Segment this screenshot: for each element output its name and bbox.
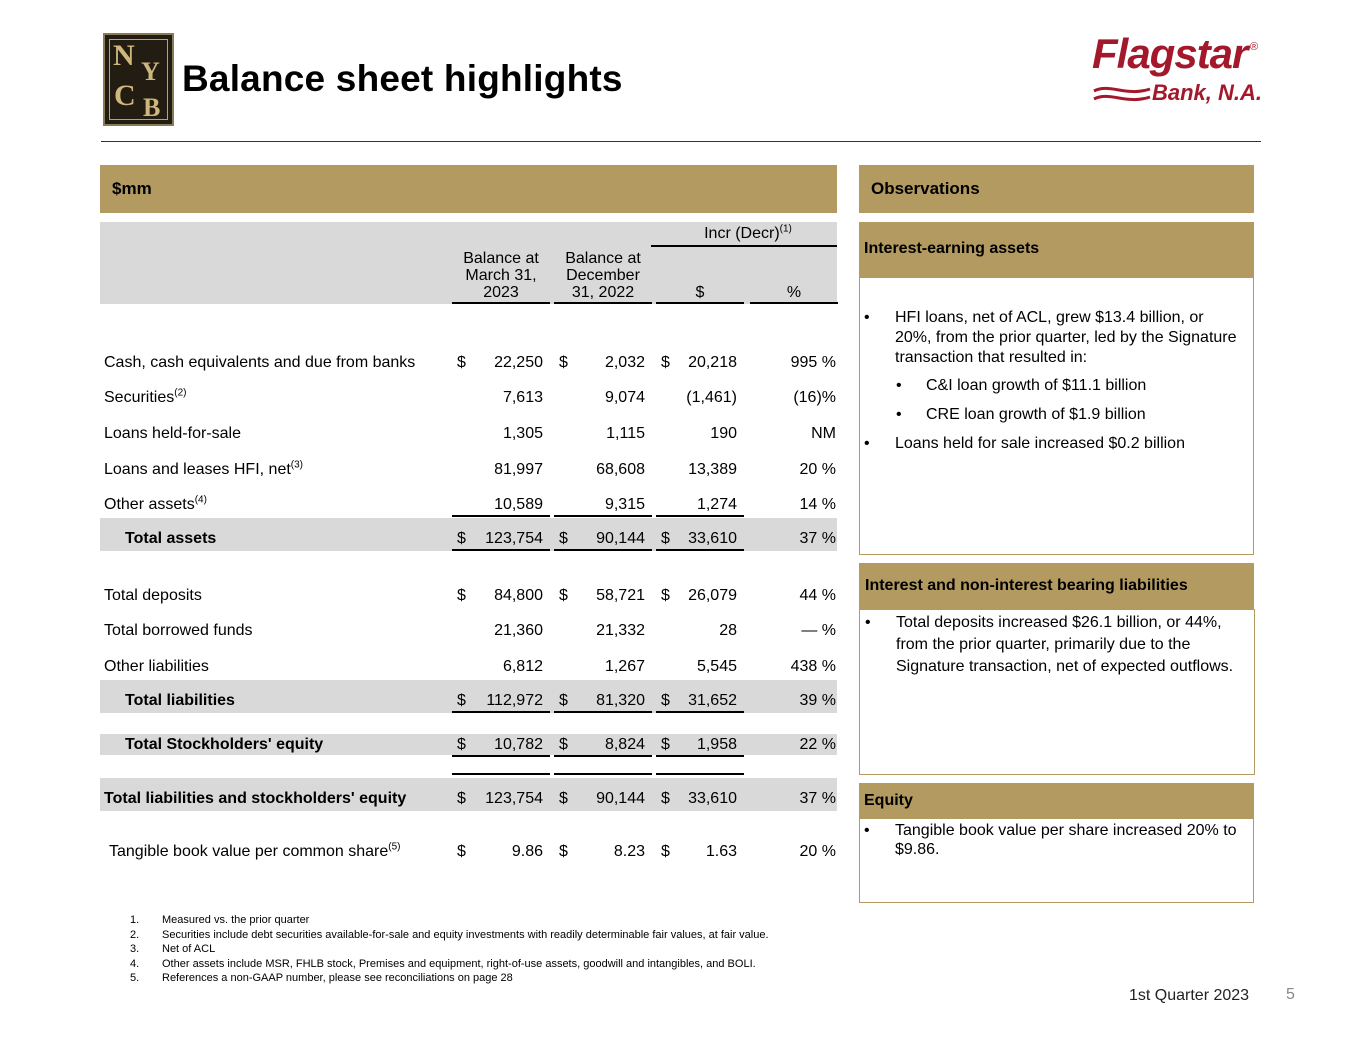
obs-equity-bullet-1: [864, 821, 1248, 859]
cell-value-col1: 22,250: [494, 354, 543, 371]
cell-underline: [656, 549, 744, 551]
obs-assets-subbullet-2-text: CRE loan growth of $1.9 billion: [926, 406, 1146, 423]
cell-percent: NM: [811, 425, 836, 442]
cell-value-col3: (1,461): [686, 389, 737, 406]
row-label-text: Total liabilities: [125, 692, 235, 709]
cell-value-col2: 2,032: [604, 354, 645, 371]
cell-value-col2: 1,267: [604, 658, 645, 675]
cell-underline: [656, 515, 744, 517]
cell-value-col2: 58,721: [596, 587, 645, 604]
footer-quarter: 1st Quarter 2023: [1129, 987, 1250, 1004]
cell-value-col1: 9.86: [511, 843, 543, 860]
cell-value-col1: 123,754: [485, 530, 543, 547]
cell-value-col1: 7,613: [502, 389, 543, 406]
cell-value-col3: 26,079: [688, 587, 737, 604]
cell-value-col3: 1,274: [696, 496, 737, 513]
cell-dollar-sign: $: [559, 530, 568, 547]
row-label-text: Total liabilities and stockholders' equity: [104, 790, 407, 807]
col2-line2: December: [566, 267, 640, 284]
cell-dollar-sign: $: [457, 736, 466, 753]
obs-section-assets-header: [859, 222, 1254, 277]
row-label: [125, 529, 216, 549]
cell-dollar-sign: $: [457, 587, 466, 604]
cell-percent: 37 %: [799, 790, 836, 807]
col2-underline: [554, 302, 652, 304]
cell-dollar-sign: $: [559, 790, 568, 807]
footnote-1-text: Measured vs. the prior quarter: [162, 914, 310, 926]
cell-percent: 14 %: [799, 496, 836, 513]
cell-percent: 39 %: [799, 692, 836, 709]
cell-value-col1: 6,812: [502, 658, 543, 675]
cell-value-col1: 112,972: [486, 692, 543, 709]
cell-percent: 20 %: [799, 461, 836, 478]
cell-underline: [554, 755, 652, 757]
cell-value-col3: 33,610: [688, 790, 737, 807]
row-label: [104, 657, 209, 677]
cell-value-col3: 20,218: [688, 354, 737, 371]
nycb-letter-b: B: [143, 93, 161, 122]
cell-value-col1: 10,782: [494, 736, 543, 753]
cell-dollar-sign: $: [559, 692, 568, 709]
cell-dollar-sign: $: [661, 736, 670, 753]
row-label: [104, 495, 207, 515]
obs-assets-subbullet-1-text: C&I loan growth of $11.1 billion: [926, 377, 1147, 394]
row-label: [104, 586, 202, 606]
flagstar-swoosh-icon: [1092, 83, 1152, 105]
footnote-3-text: Net of ACL: [162, 943, 216, 955]
cell-underline: [554, 549, 652, 551]
row-label: [125, 691, 235, 711]
cell-percent: (16)%: [793, 389, 836, 406]
footnote-3: [130, 942, 850, 957]
cell-value-col3: 190: [710, 425, 737, 442]
cell-dollar-sign: $: [457, 530, 466, 547]
row-label: [104, 424, 241, 444]
cell-underline: [452, 711, 550, 713]
row-label: [104, 353, 415, 373]
cell-overline: [656, 773, 744, 775]
row-label-text: Total Stockholders' equity: [125, 736, 324, 753]
cell-percent: 438 %: [790, 658, 836, 675]
cell-dollar-sign: $: [457, 790, 466, 807]
col2-line1: Balance at: [565, 250, 641, 267]
cell-value-col2: 90,144: [596, 790, 645, 807]
cell-value-col2: 1,115: [606, 425, 645, 442]
footnote-2: [130, 928, 850, 943]
row-label: [104, 789, 406, 809]
cell-value-col2: 8,824: [604, 736, 645, 753]
nycb-letter-y: Y: [141, 57, 160, 86]
cell-underline: [554, 711, 652, 713]
cell-dollar-sign: $: [559, 587, 568, 604]
cell-dollar-sign: $: [661, 530, 670, 547]
cell-dollar-sign: $: [559, 354, 568, 371]
obs-section-equity-heading: Equity: [864, 792, 913, 809]
row-label: [109, 842, 401, 862]
cell-dollar-sign: $: [661, 354, 670, 371]
table-unit-bar: [100, 165, 837, 213]
cell-dollar-sign: $: [661, 790, 670, 807]
footnote-4-text: Other assets include MSR, FHLB stock, Premises and equipment, right-of-use assets, goodwill and intangibles, and BOLI.: [162, 957, 756, 970]
observations-title: Observations: [871, 179, 980, 198]
nycb-logo: [103, 33, 174, 126]
header-divider: [101, 141, 1261, 142]
cell-underline: [554, 515, 652, 517]
bullet-icon: •: [864, 435, 870, 452]
bullet-icon: •: [864, 822, 870, 839]
cell-value-col2: 81,320: [596, 692, 645, 709]
cell-value-col3: 5,545: [696, 658, 737, 675]
cell-value-col1: 21,360: [494, 622, 543, 639]
cell-value-col2: 90,144: [596, 530, 645, 547]
row-label-text: Loans held-for-sale: [104, 425, 241, 442]
cell-overline: [452, 773, 550, 775]
footnote-1-num: 1.: [130, 914, 140, 926]
cell-percent: 44 %: [799, 587, 836, 604]
cell-value-col2: 9,074: [604, 389, 645, 406]
bullet-icon: •: [896, 406, 902, 423]
cell-underline: [656, 711, 744, 713]
col-header-percent: %: [786, 284, 802, 301]
row-label-text: Securities: [104, 389, 175, 406]
cell-underline: [452, 755, 550, 757]
row-label-text: Other assets: [104, 496, 195, 513]
flagstar-logo-word: Flagstar: [1092, 30, 1248, 77]
footnote-2-num: 2.: [130, 928, 140, 941]
footnote-2-text: Securities include debt securities available-for-sale and equity investments with readily determinable fair values, at fair value.: [162, 928, 769, 941]
obs-section-liabilities-heading: Interest and non-interest bearing liabilities: [865, 577, 1188, 594]
obs-assets-bullet-1-text: HFI loans, net of ACL, grew $13.4 billion, or 20%, from the prior quarter, led by the Signature transaction that resulted in:: [895, 309, 1237, 366]
row-label-sup: (2): [174, 387, 187, 399]
col1-underline: [452, 302, 550, 304]
footnote-5-num: 5.: [130, 972, 140, 984]
incr-decr-underline: [651, 245, 837, 247]
cell-percent: 22 %: [799, 736, 836, 753]
footnote-5: [130, 971, 850, 986]
bullet-icon: •: [896, 377, 902, 394]
row-label: [104, 388, 186, 408]
row-label-text: Tangible book value per common share: [109, 843, 389, 860]
row-label-text: Total deposits: [104, 587, 202, 604]
cell-percent: — %: [801, 622, 836, 639]
cell-percent: 995 %: [790, 354, 836, 371]
cell-percent: 20 %: [799, 843, 836, 860]
footnote-4-num: 4.: [130, 957, 140, 970]
cell-dollar-sign: $: [457, 692, 466, 709]
incr-decr-header: [656, 224, 840, 244]
obs-assets-subbullet-1: [896, 376, 1236, 396]
cell-dollar-sign: $: [559, 736, 568, 753]
cell-value-col3: 33,610: [688, 530, 737, 547]
obs-liabilities-bullet-1-text: Total deposits increased $26.1 billion, or 44%, from the prior quarter, primarily due to the Signature transaction, net of expected outflows.: [896, 614, 1234, 675]
cell-value-col3: 13,389: [688, 461, 737, 478]
cell-dollar-sign: $: [661, 587, 670, 604]
col3-underline: [656, 302, 744, 304]
cell-dollar-sign: $: [559, 843, 568, 860]
cell-value-col3: 1,958: [696, 736, 737, 753]
obs-section-assets-heading: Interest-earning assets: [864, 240, 1040, 257]
cell-underline: [452, 549, 550, 551]
cell-dollar-sign: $: [661, 843, 670, 860]
col-header-march-2023: [452, 250, 550, 301]
cell-dollar-sign: $: [457, 354, 466, 371]
row-label: [125, 735, 323, 755]
cell-value-col1: 123,754: [485, 790, 543, 807]
footnote-1: [130, 913, 850, 928]
col1-line3: 2023: [483, 284, 519, 301]
obs-assets-bullet-2: [864, 434, 1244, 454]
row-label-text: Other liabilities: [104, 658, 209, 675]
row-label-text: Cash, cash equivalents and due from banks: [104, 354, 416, 371]
cell-dollar-sign: $: [661, 692, 670, 709]
col-header-dollar: $: [695, 284, 705, 301]
obs-section-equity-header: [859, 783, 1254, 818]
flagstar-logo-reg: ®: [1250, 41, 1259, 53]
cell-underline: [656, 755, 744, 757]
footnote-3-num: 3.: [130, 943, 140, 955]
row-label-text: Total assets: [125, 530, 217, 547]
cell-dollar-sign: $: [457, 843, 466, 860]
col-header-dec-2022: [554, 250, 652, 301]
footnote-5-text: References a non-GAAP number, please see reconciliations on page 28: [162, 972, 513, 984]
page-title: Balance sheet highlights: [182, 58, 623, 99]
col4-underline: [750, 302, 838, 304]
row-label-text: Total borrowed funds: [104, 622, 253, 639]
bullet-icon: •: [865, 614, 871, 631]
obs-liabilities-bullet-1: [865, 612, 1251, 678]
obs-section-liabilities-header: [859, 563, 1254, 609]
cell-value-col2: 68,608: [596, 461, 645, 478]
col1-line1: Balance at: [463, 250, 539, 267]
nycb-letter-c: C: [114, 79, 136, 112]
obs-assets-bullet-2-text: Loans held for sale increased $0.2 billion: [895, 435, 1185, 452]
row-label-sup: (3): [290, 459, 304, 471]
cell-value-col1: 1,305: [502, 425, 543, 442]
table-unit-label: $mm: [112, 179, 152, 198]
row-label-text: Loans and leases HFI, net: [104, 461, 291, 478]
obs-assets-subbullet-2: [896, 405, 1236, 425]
cell-underline: [452, 515, 550, 517]
cell-value-col3: 1.63: [705, 843, 737, 860]
cell-value-col2: 8.23: [613, 843, 645, 860]
cell-value-col1: 84,800: [494, 587, 543, 604]
cell-value-col1: 81,997: [494, 461, 543, 478]
cell-value-col1: 10,589: [494, 496, 543, 513]
cell-percent: 37 %: [799, 530, 836, 547]
col1-line2: March 31,: [465, 267, 537, 284]
nycb-letter-n: N: [113, 39, 135, 72]
flagstar-logo-sub: Bank, N.A.: [1152, 80, 1263, 105]
row-label-sup: (5): [388, 841, 401, 853]
cell-value-col2: 21,332: [596, 622, 645, 639]
incr-decr-label: Incr (Decr): [704, 225, 780, 242]
cell-value-col3: 31,652: [688, 692, 737, 709]
bullet-icon: •: [864, 309, 870, 326]
cell-overline: [554, 773, 652, 775]
row-label: [104, 621, 253, 641]
footnotes: [130, 913, 850, 986]
observations-bar: [859, 165, 1254, 213]
obs-equity-bullet-1-text: Tangible book value per share increased 20% to $9.86.: [895, 822, 1237, 858]
row-label-sup: (4): [194, 494, 207, 506]
cell-value-col3: 28: [719, 622, 737, 639]
incr-decr-sup: (1): [779, 223, 792, 235]
row-label: [104, 460, 303, 480]
cell-value-col2: 9,315: [604, 496, 645, 513]
footnote-4: [130, 957, 850, 972]
col2-line3: 31, 2022: [571, 284, 635, 301]
obs-assets-bullet-1: [864, 308, 1244, 368]
page-number: 5: [1286, 986, 1295, 1003]
